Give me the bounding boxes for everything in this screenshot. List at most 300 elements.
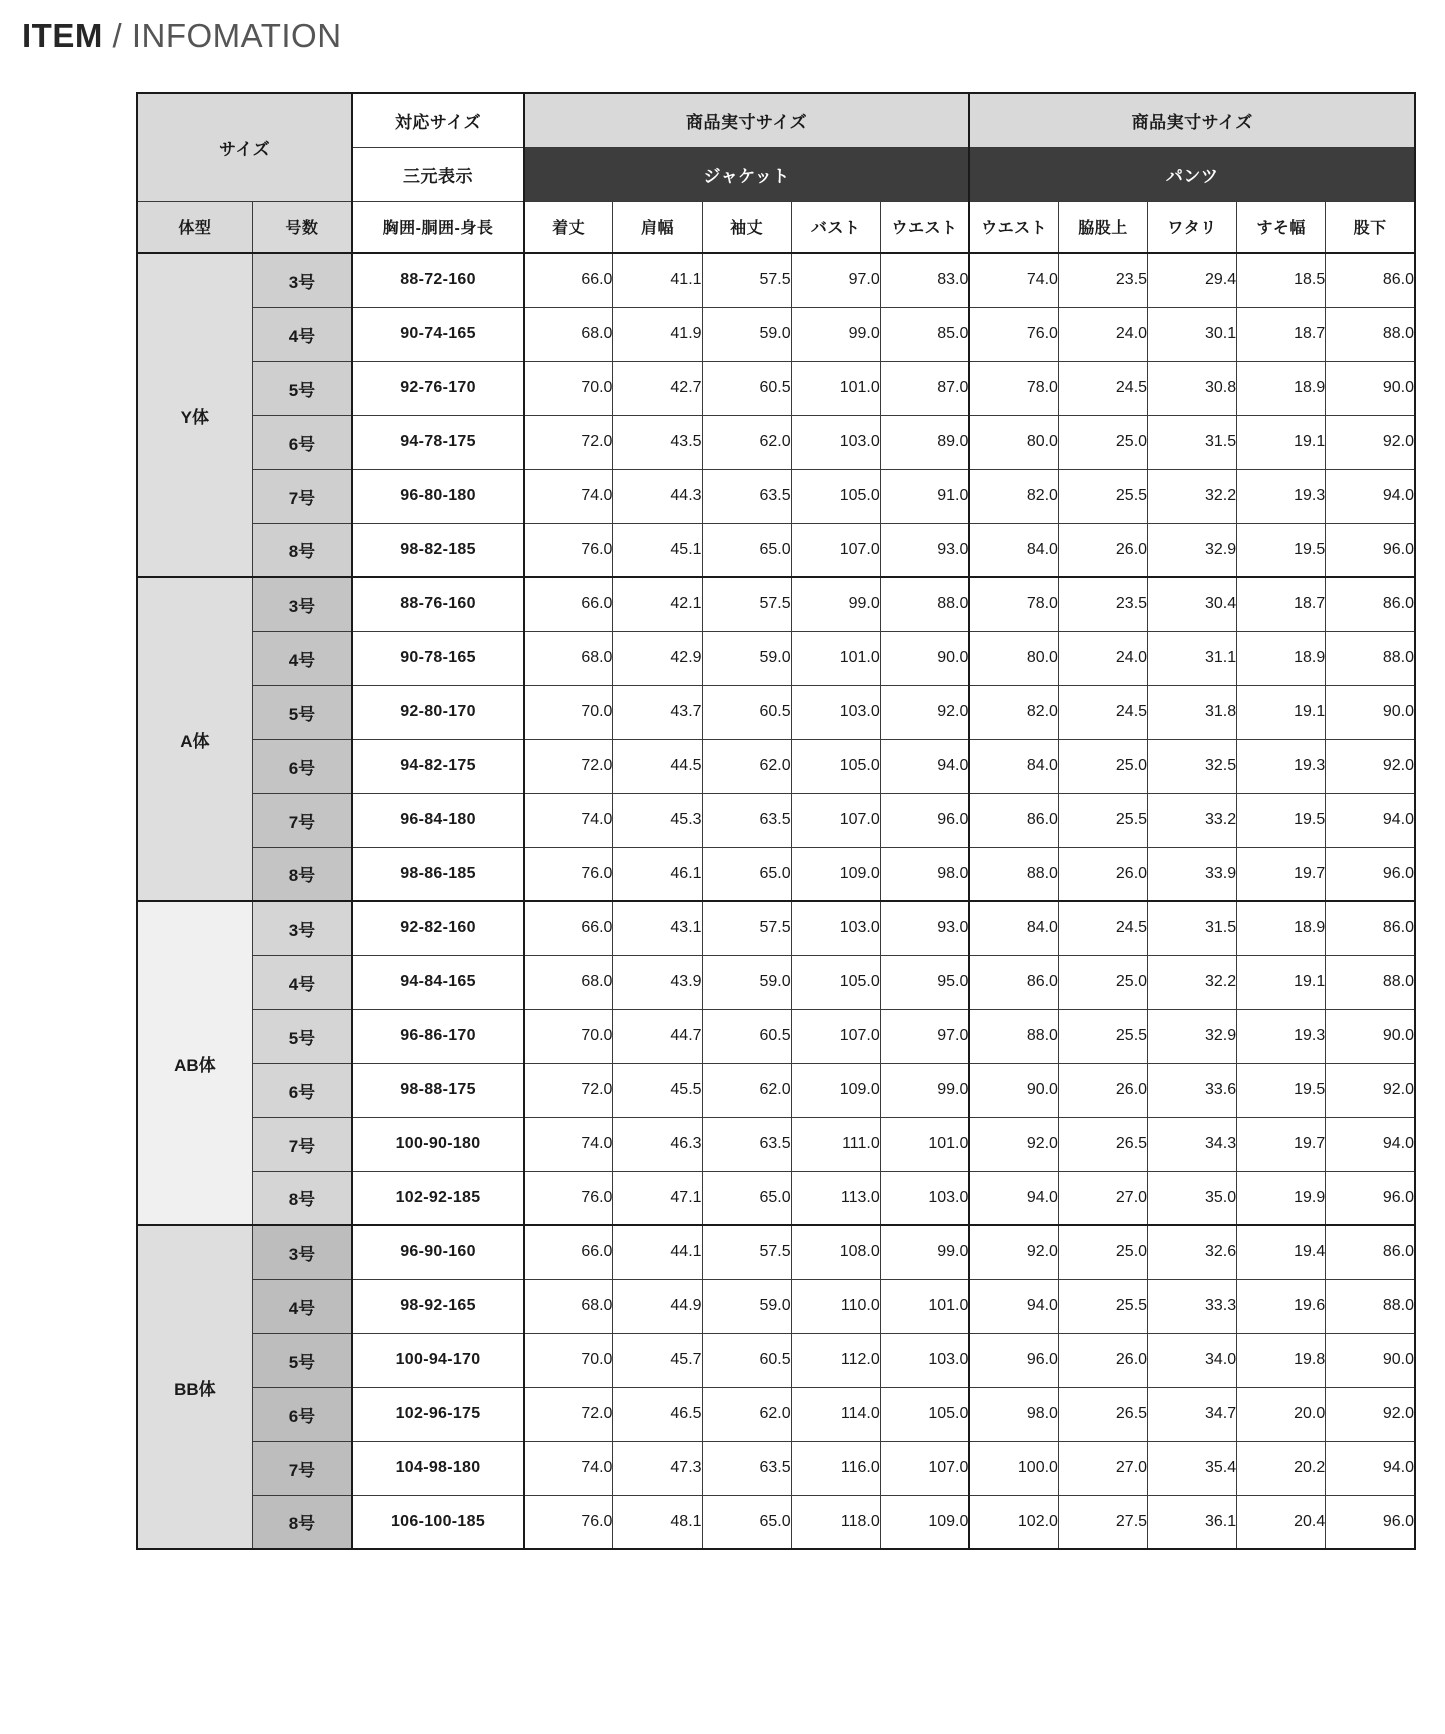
cell-thigh: 35.4 [1148, 1441, 1237, 1495]
cell-jacket-length: 76.0 [524, 1171, 613, 1225]
table-row [137, 847, 1415, 901]
cell-jacket-waist: 91.0 [880, 469, 969, 523]
cell-size-no: 8号 [252, 847, 352, 901]
cell-inseam: 92.0 [1326, 415, 1415, 469]
cell-shoulder-width: 46.1 [613, 847, 702, 901]
cell-inseam: 86.0 [1326, 577, 1415, 631]
cell-rise: 24.5 [1058, 685, 1147, 739]
cell-jacket-waist: 98.0 [880, 847, 969, 901]
cell-hem-width: 19.4 [1237, 1225, 1326, 1279]
cell-shoulder-width: 43.9 [613, 955, 702, 1009]
cell-bust: 103.0 [791, 685, 880, 739]
cell-rise: 26.5 [1058, 1387, 1147, 1441]
cell-jacket-waist: 92.0 [880, 685, 969, 739]
cell-size-no: 8号 [252, 1495, 352, 1549]
cell-size-no: 7号 [252, 1441, 352, 1495]
cell-size-no: 4号 [252, 1279, 352, 1333]
cell-shoulder-width: 44.3 [613, 469, 702, 523]
table-row [137, 1279, 1415, 1333]
cell-tri: 98-82-185 [352, 523, 524, 577]
cell-bust: 112.0 [791, 1333, 880, 1387]
cell-jacket-waist: 107.0 [880, 1441, 969, 1495]
cell-size-no: 6号 [252, 415, 352, 469]
cell-sleeve-length: 59.0 [702, 955, 791, 1009]
cell-inseam: 88.0 [1326, 307, 1415, 361]
table-row [137, 793, 1415, 847]
cell-rise: 27.0 [1058, 1441, 1147, 1495]
cell-sleeve-length: 59.0 [702, 631, 791, 685]
cell-pants-waist: 80.0 [969, 415, 1058, 469]
cell-jacket-waist: 96.0 [880, 793, 969, 847]
cell-hem-width: 18.9 [1237, 361, 1326, 415]
cell-pants-waist: 92.0 [969, 1117, 1058, 1171]
cell-size-no: 3号 [252, 1225, 352, 1279]
cell-size-no: 4号 [252, 307, 352, 361]
table-row [137, 1387, 1415, 1441]
cell-hem-width: 19.5 [1237, 523, 1326, 577]
cell-bust: 105.0 [791, 955, 880, 1009]
cell-inseam: 96.0 [1326, 1171, 1415, 1225]
cell-sleeve-length: 63.5 [702, 1117, 791, 1171]
cell-sleeve-length: 65.0 [702, 847, 791, 901]
table-row [137, 1117, 1415, 1171]
cell-tri: 102-96-175 [352, 1387, 524, 1441]
table-row [137, 1495, 1415, 1549]
cell-jacket-length: 66.0 [524, 253, 613, 307]
cell-thigh: 30.8 [1148, 361, 1237, 415]
cell-body-type: BB体 [137, 1225, 252, 1549]
cell-thigh: 34.3 [1148, 1117, 1237, 1171]
cell-pants-waist: 86.0 [969, 793, 1058, 847]
cell-body-type: Y体 [137, 253, 252, 577]
cell-hem-width: 18.9 [1237, 631, 1326, 685]
cell-sleeve-length: 65.0 [702, 1171, 791, 1225]
cell-tri: 96-90-160 [352, 1225, 524, 1279]
cell-rise: 27.5 [1058, 1495, 1147, 1549]
col-header-rise: 脇股上 [1058, 201, 1147, 253]
cell-jacket-waist: 94.0 [880, 739, 969, 793]
cell-pants-waist: 84.0 [969, 901, 1058, 955]
cell-shoulder-width: 45.5 [613, 1063, 702, 1117]
cell-size-no: 7号 [252, 1117, 352, 1171]
cell-sleeve-length: 57.5 [702, 577, 791, 631]
cell-sleeve-length: 62.0 [702, 739, 791, 793]
cell-jacket-waist: 88.0 [880, 577, 969, 631]
cell-thigh: 30.1 [1148, 307, 1237, 361]
header-tri-display: 三元表示 [352, 147, 524, 201]
table-row [137, 469, 1415, 523]
cell-hem-width: 19.6 [1237, 1279, 1326, 1333]
cell-tri: 96-84-180 [352, 793, 524, 847]
cell-sleeve-length: 63.5 [702, 1441, 791, 1495]
col-header-inseam: 股下 [1326, 201, 1415, 253]
cell-shoulder-width: 43.1 [613, 901, 702, 955]
cell-tri: 94-78-175 [352, 415, 524, 469]
cell-tri: 92-76-170 [352, 361, 524, 415]
table-row [137, 901, 1415, 955]
cell-bust: 101.0 [791, 631, 880, 685]
cell-thigh: 33.2 [1148, 793, 1237, 847]
cell-pants-waist: 88.0 [969, 847, 1058, 901]
cell-pants-waist: 90.0 [969, 1063, 1058, 1117]
cell-size-no: 3号 [252, 901, 352, 955]
cell-pants-waist: 80.0 [969, 631, 1058, 685]
cell-jacket-length: 76.0 [524, 523, 613, 577]
cell-bust: 116.0 [791, 1441, 880, 1495]
cell-jacket-length: 70.0 [524, 1333, 613, 1387]
cell-inseam: 92.0 [1326, 1387, 1415, 1441]
cell-bust: 110.0 [791, 1279, 880, 1333]
cell-jacket-length: 68.0 [524, 955, 613, 1009]
cell-bust: 99.0 [791, 577, 880, 631]
col-header-hem-width: すそ幅 [1237, 201, 1326, 253]
cell-thigh: 32.2 [1148, 955, 1237, 1009]
cell-hem-width: 20.4 [1237, 1495, 1326, 1549]
cell-inseam: 90.0 [1326, 1333, 1415, 1387]
cell-pants-waist: 78.0 [969, 577, 1058, 631]
cell-jacket-length: 72.0 [524, 1387, 613, 1441]
cell-sleeve-length: 60.5 [702, 1333, 791, 1387]
cell-sleeve-length: 57.5 [702, 1225, 791, 1279]
cell-sleeve-length: 57.5 [702, 901, 791, 955]
cell-jacket-waist: 109.0 [880, 1495, 969, 1549]
cell-size-no: 6号 [252, 1063, 352, 1117]
table-row [137, 685, 1415, 739]
size-table [136, 92, 1416, 1550]
cell-bust: 107.0 [791, 793, 880, 847]
cell-rise: 27.0 [1058, 1171, 1147, 1225]
cell-jacket-length: 70.0 [524, 685, 613, 739]
cell-size-no: 7号 [252, 793, 352, 847]
cell-thigh: 31.5 [1148, 415, 1237, 469]
cell-tri: 96-80-180 [352, 469, 524, 523]
cell-sleeve-length: 60.5 [702, 361, 791, 415]
cell-thigh: 36.1 [1148, 1495, 1237, 1549]
cell-bust: 118.0 [791, 1495, 880, 1549]
cell-shoulder-width: 44.7 [613, 1009, 702, 1063]
cell-inseam: 88.0 [1326, 1279, 1415, 1333]
cell-body-type: A体 [137, 577, 252, 901]
cell-jacket-waist: 105.0 [880, 1387, 969, 1441]
cell-jacket-length: 74.0 [524, 469, 613, 523]
table-row [137, 523, 1415, 577]
cell-pants-waist: 96.0 [969, 1333, 1058, 1387]
cell-jacket-waist: 99.0 [880, 1063, 969, 1117]
cell-jacket-waist: 93.0 [880, 523, 969, 577]
cell-shoulder-width: 45.1 [613, 523, 702, 577]
col-header-pants-waist: ウエスト [969, 201, 1058, 253]
header-actual-size-jacket: 商品実寸サイズ [524, 93, 970, 147]
cell-jacket-length: 70.0 [524, 1009, 613, 1063]
cell-pants-waist: 94.0 [969, 1279, 1058, 1333]
col-header-thigh: ワタリ [1148, 201, 1237, 253]
cell-hem-width: 19.3 [1237, 1009, 1326, 1063]
cell-thigh: 32.2 [1148, 469, 1237, 523]
cell-thigh: 33.9 [1148, 847, 1237, 901]
col-header-bust: バスト [791, 201, 880, 253]
table-row [137, 631, 1415, 685]
cell-bust: 107.0 [791, 523, 880, 577]
table-row [137, 1009, 1415, 1063]
cell-rise: 25.0 [1058, 955, 1147, 1009]
cell-rise: 24.0 [1058, 307, 1147, 361]
cell-sleeve-length: 59.0 [702, 1279, 791, 1333]
cell-rise: 26.0 [1058, 847, 1147, 901]
cell-shoulder-width: 48.1 [613, 1495, 702, 1549]
cell-pants-waist: 100.0 [969, 1441, 1058, 1495]
cell-shoulder-width: 41.1 [613, 253, 702, 307]
cell-jacket-waist: 101.0 [880, 1117, 969, 1171]
cell-size-no: 5号 [252, 1333, 352, 1387]
cell-bust: 109.0 [791, 1063, 880, 1117]
cell-jacket-length: 66.0 [524, 1225, 613, 1279]
table-row [137, 1171, 1415, 1225]
cell-rise: 25.5 [1058, 469, 1147, 523]
cell-hem-width: 19.3 [1237, 739, 1326, 793]
page-title-strong: ITEM [22, 17, 103, 54]
cell-tri: 106-100-185 [352, 1495, 524, 1549]
cell-thigh: 32.5 [1148, 739, 1237, 793]
cell-rise: 24.5 [1058, 361, 1147, 415]
cell-size-no: 5号 [252, 361, 352, 415]
cell-rise: 25.5 [1058, 1279, 1147, 1333]
cell-jacket-waist: 83.0 [880, 253, 969, 307]
cell-shoulder-width: 47.3 [613, 1441, 702, 1495]
cell-jacket-waist: 103.0 [880, 1171, 969, 1225]
cell-pants-waist: 92.0 [969, 1225, 1058, 1279]
cell-shoulder-width: 42.7 [613, 361, 702, 415]
cell-thigh: 33.3 [1148, 1279, 1237, 1333]
page-title-light: / INFOMATION [112, 17, 342, 54]
cell-size-no: 3号 [252, 253, 352, 307]
cell-body-type: AB体 [137, 901, 252, 1225]
cell-rise: 24.0 [1058, 631, 1147, 685]
col-header-sleeve-length: 袖丈 [702, 201, 791, 253]
cell-rise: 26.5 [1058, 1117, 1147, 1171]
cell-hem-width: 19.7 [1237, 847, 1326, 901]
cell-jacket-length: 66.0 [524, 577, 613, 631]
cell-sleeve-length: 63.5 [702, 469, 791, 523]
cell-hem-width: 19.5 [1237, 793, 1326, 847]
cell-thigh: 32.9 [1148, 523, 1237, 577]
cell-jacket-waist: 99.0 [880, 1225, 969, 1279]
cell-inseam: 90.0 [1326, 1009, 1415, 1063]
cell-inseam: 94.0 [1326, 1441, 1415, 1495]
cell-pants-waist: 86.0 [969, 955, 1058, 1009]
cell-inseam: 88.0 [1326, 955, 1415, 1009]
cell-pants-waist: 94.0 [969, 1171, 1058, 1225]
cell-shoulder-width: 44.5 [613, 739, 702, 793]
cell-shoulder-width: 42.1 [613, 577, 702, 631]
cell-thigh: 29.4 [1148, 253, 1237, 307]
cell-pants-waist: 82.0 [969, 685, 1058, 739]
size-table-wrapper [136, 92, 1416, 1550]
cell-jacket-waist: 89.0 [880, 415, 969, 469]
cell-pants-waist: 74.0 [969, 253, 1058, 307]
cell-inseam: 86.0 [1326, 253, 1415, 307]
cell-tri: 96-86-170 [352, 1009, 524, 1063]
cell-sleeve-length: 65.0 [702, 1495, 791, 1549]
cell-size-no: 4号 [252, 955, 352, 1009]
cell-shoulder-width: 44.9 [613, 1279, 702, 1333]
cell-tri: 90-78-165 [352, 631, 524, 685]
cell-inseam: 94.0 [1326, 1117, 1415, 1171]
cell-inseam: 96.0 [1326, 523, 1415, 577]
cell-tri: 104-98-180 [352, 1441, 524, 1495]
cell-inseam: 90.0 [1326, 685, 1415, 739]
cell-thigh: 32.6 [1148, 1225, 1237, 1279]
cell-tri: 98-86-185 [352, 847, 524, 901]
cell-jacket-length: 74.0 [524, 1117, 613, 1171]
cell-bust: 108.0 [791, 1225, 880, 1279]
cell-sleeve-length: 60.5 [702, 1009, 791, 1063]
cell-jacket-length: 68.0 [524, 1279, 613, 1333]
cell-pants-waist: 82.0 [969, 469, 1058, 523]
cell-inseam: 86.0 [1326, 1225, 1415, 1279]
cell-inseam: 92.0 [1326, 1063, 1415, 1117]
cell-bust: 97.0 [791, 253, 880, 307]
cell-hem-width: 18.7 [1237, 307, 1326, 361]
cell-jacket-waist: 95.0 [880, 955, 969, 1009]
cell-tri: 88-76-160 [352, 577, 524, 631]
cell-inseam: 92.0 [1326, 739, 1415, 793]
cell-tri: 100-90-180 [352, 1117, 524, 1171]
table-body [137, 253, 1415, 1549]
cell-jacket-length: 70.0 [524, 361, 613, 415]
cell-shoulder-width: 45.7 [613, 1333, 702, 1387]
cell-bust: 105.0 [791, 469, 880, 523]
cell-rise: 25.0 [1058, 415, 1147, 469]
cell-hem-width: 19.3 [1237, 469, 1326, 523]
cell-sleeve-length: 62.0 [702, 1387, 791, 1441]
cell-hem-width: 18.9 [1237, 901, 1326, 955]
cell-jacket-length: 68.0 [524, 631, 613, 685]
table-row [137, 1333, 1415, 1387]
cell-tri: 98-92-165 [352, 1279, 524, 1333]
cell-bust: 113.0 [791, 1171, 880, 1225]
table-row [137, 1225, 1415, 1279]
cell-bust: 103.0 [791, 901, 880, 955]
cell-size-no: 3号 [252, 577, 352, 631]
cell-size-no: 8号 [252, 1171, 352, 1225]
cell-jacket-waist: 101.0 [880, 1279, 969, 1333]
cell-hem-width: 19.7 [1237, 1117, 1326, 1171]
cell-sleeve-length: 62.0 [702, 1063, 791, 1117]
cell-rise: 24.5 [1058, 901, 1147, 955]
cell-size-no: 7号 [252, 469, 352, 523]
cell-thigh: 31.5 [1148, 901, 1237, 955]
cell-pants-waist: 78.0 [969, 361, 1058, 415]
cell-thigh: 34.0 [1148, 1333, 1237, 1387]
cell-jacket-waist: 97.0 [880, 1009, 969, 1063]
cell-jacket-length: 74.0 [524, 1441, 613, 1495]
cell-tri: 88-72-160 [352, 253, 524, 307]
cell-sleeve-length: 59.0 [702, 307, 791, 361]
cell-jacket-length: 72.0 [524, 739, 613, 793]
cell-thigh: 32.9 [1148, 1009, 1237, 1063]
header-actual-size-pants: 商品実寸サイズ [969, 93, 1415, 147]
header-corresponding-size: 対応サイズ [352, 93, 524, 147]
cell-hem-width: 19.1 [1237, 955, 1326, 1009]
cell-thigh: 31.8 [1148, 685, 1237, 739]
cell-hem-width: 18.5 [1237, 253, 1326, 307]
cell-thigh: 33.6 [1148, 1063, 1237, 1117]
cell-shoulder-width: 41.9 [613, 307, 702, 361]
cell-tri: 100-94-170 [352, 1333, 524, 1387]
cell-hem-width: 20.0 [1237, 1387, 1326, 1441]
cell-inseam: 90.0 [1326, 361, 1415, 415]
cell-pants-waist: 88.0 [969, 1009, 1058, 1063]
table-row [137, 739, 1415, 793]
cell-shoulder-width: 44.1 [613, 1225, 702, 1279]
cell-rise: 25.0 [1058, 1225, 1147, 1279]
header-pants: パンツ [969, 147, 1415, 201]
cell-jacket-waist: 90.0 [880, 631, 969, 685]
cell-tri: 94-82-175 [352, 739, 524, 793]
cell-jacket-length: 68.0 [524, 307, 613, 361]
cell-sleeve-length: 57.5 [702, 253, 791, 307]
table-row [137, 253, 1415, 307]
table-row [137, 361, 1415, 415]
header-size-group: サイズ [137, 93, 352, 201]
cell-rise: 25.5 [1058, 1009, 1147, 1063]
cell-bust: 114.0 [791, 1387, 880, 1441]
cell-tri: 94-84-165 [352, 955, 524, 1009]
cell-bust: 111.0 [791, 1117, 880, 1171]
cell-pants-waist: 76.0 [969, 307, 1058, 361]
cell-bust: 99.0 [791, 307, 880, 361]
cell-shoulder-width: 43.5 [613, 415, 702, 469]
cell-jacket-waist: 103.0 [880, 1333, 969, 1387]
cell-jacket-length: 72.0 [524, 1063, 613, 1117]
cell-pants-waist: 84.0 [969, 523, 1058, 577]
cell-inseam: 96.0 [1326, 1495, 1415, 1549]
col-header-shoulder-width: 肩幅 [613, 201, 702, 253]
cell-rise: 26.0 [1058, 523, 1147, 577]
page-title [22, 16, 342, 56]
cell-inseam: 86.0 [1326, 901, 1415, 955]
cell-jacket-waist: 87.0 [880, 361, 969, 415]
cell-hem-width: 19.5 [1237, 1063, 1326, 1117]
cell-inseam: 94.0 [1326, 793, 1415, 847]
table-row [137, 307, 1415, 361]
cell-tri: 90-74-165 [352, 307, 524, 361]
cell-rise: 26.0 [1058, 1333, 1147, 1387]
cell-jacket-length: 72.0 [524, 415, 613, 469]
cell-hem-width: 19.1 [1237, 415, 1326, 469]
cell-rise: 25.5 [1058, 793, 1147, 847]
table-row [137, 1063, 1415, 1117]
cell-size-no: 8号 [252, 523, 352, 577]
cell-size-no: 4号 [252, 631, 352, 685]
cell-shoulder-width: 47.1 [613, 1171, 702, 1225]
cell-inseam: 88.0 [1326, 631, 1415, 685]
cell-pants-waist: 98.0 [969, 1387, 1058, 1441]
cell-hem-width: 19.1 [1237, 685, 1326, 739]
cell-size-no: 5号 [252, 685, 352, 739]
cell-thigh: 34.7 [1148, 1387, 1237, 1441]
header-jacket: ジャケット [524, 147, 970, 201]
cell-tri: 102-92-185 [352, 1171, 524, 1225]
cell-thigh: 31.1 [1148, 631, 1237, 685]
col-header-tri: 胸囲-胴囲-身長 [352, 201, 524, 253]
table-header [137, 93, 1415, 253]
cell-inseam: 96.0 [1326, 847, 1415, 901]
cell-pants-waist: 102.0 [969, 1495, 1058, 1549]
cell-jacket-length: 76.0 [524, 1495, 613, 1549]
cell-sleeve-length: 60.5 [702, 685, 791, 739]
cell-rise: 23.5 [1058, 253, 1147, 307]
